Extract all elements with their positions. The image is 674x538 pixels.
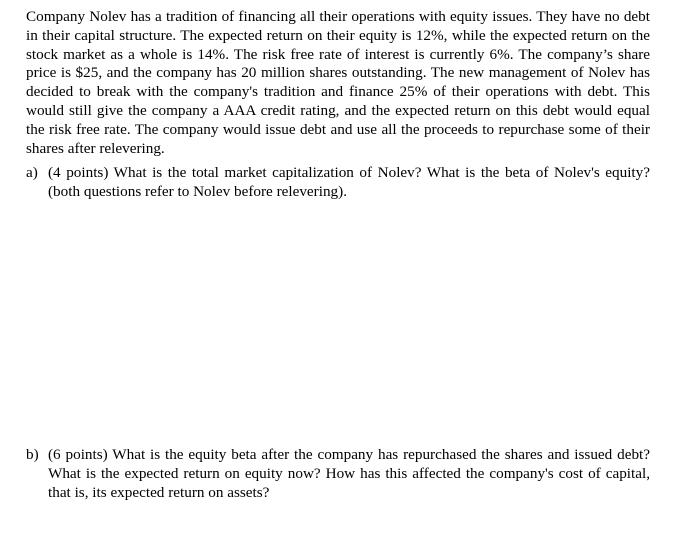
question-b-text: (6 points) What is the equity beta after the company has repurchased the shares and issued debt? What is the expected return on equity now? How has this affected the company's cost of capital, that is, its expected return on assets?: [48, 446, 650, 501]
question-a-text: (4 points) What is the total market capitalization of Nolev? What is the beta of Nolev's equity? (both questions refer to Nolev before relevering).: [48, 164, 650, 200]
problem-statement: Company Nolev has a tradition of financing all their operations with equity issues. They have no debt in their capital structure. The expected return on their equity is 12%, while the expected return on the stock market as a whole is 14%. The risk free rate of interest is currently 6%. The company’s share price is $25, and the company has 20 million shares outstanding. The new management of Nolev has decided to break with the company's tradition and finance 25% of their operations with debt. This would still give the company a AAA credit rating, and the expected return on this debt would equal the risk free rate. The company would issue debt and use all the proceeds to repurchase some of their shares after relevering.: [26, 8, 650, 157]
question-b: [26, 446, 650, 502]
question-a: [26, 164, 650, 202]
question-b-marker: b): [26, 446, 39, 463]
question-a-marker: a): [26, 164, 38, 181]
